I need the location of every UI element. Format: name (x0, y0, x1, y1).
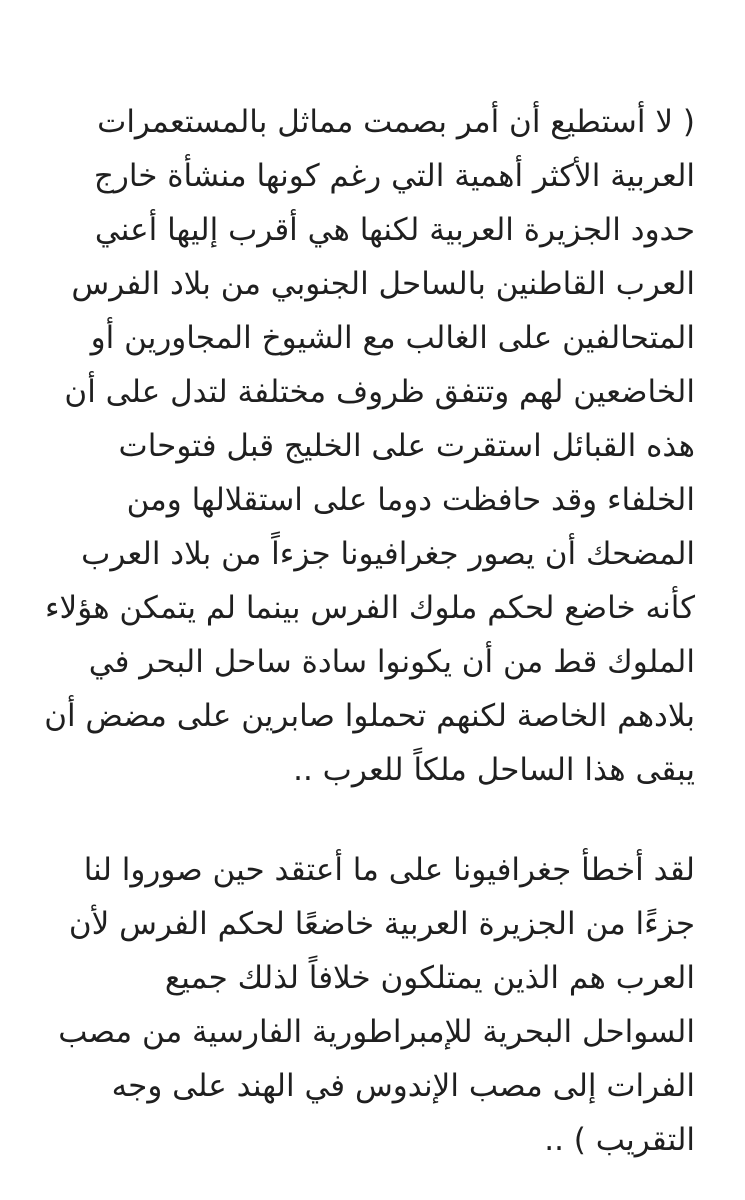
paragraph-2-line-6: التقريب ) .. (544, 1122, 695, 1158)
paragraph-1-line-2: العربية الأكثر أهمية التي رغم كونها منشأة خارج (93, 158, 695, 194)
paragraph-1-line-10: كأنه خاضع لحكم ملوك الفرس بينما لم يتمكن هؤلاء (44, 590, 695, 626)
paragraph-1-line-7: هذه القبائل استقرت على الخليج قبل فتوحات (118, 428, 695, 464)
paragraph-2-line-5: الفرات إلى مصب الإندوس في الهند على وجه (111, 1068, 695, 1104)
paragraph-1-line-4: العرب القاطنين بالساحل الجنوبي من بلاد الفرس (71, 266, 695, 302)
paragraph-2 (45, 852, 695, 1182)
paragraph-2-line-1: لقد أخطأ جغرافيونا على ما أعتقد حين صوروا لنا (83, 852, 695, 888)
paragraph-2-line-3: العرب هم الذين يمتلكون خلافاً لذلك جميع (164, 960, 695, 996)
paragraph-2-line-4: السواحل البحرية للإمبراطورية الفارسية من مصب (58, 1014, 695, 1050)
paragraph-1-line-11: الملوك قط من أن يكونوا سادة ساحل البحر في (88, 644, 695, 680)
paragraph-1-line-13: يبقى هذا الساحل ملكاً للعرب .. (293, 752, 695, 788)
paragraph-1-line-12: بلادهم الخاصة لكنهم تحملوا صابرين على مضض أن (44, 698, 695, 734)
paragraph-1-line-9: المضحك أن يصور جغرافيونا جزءاً من بلاد العرب (81, 536, 695, 572)
paragraph-1-line-8: الخلفاء وقد حافظت دوما على استقلالها ومن (126, 482, 695, 518)
paragraph-1-line-1: ( لا أستطيع أن أمر بصمت مماثل بالمستعمرات (97, 104, 695, 140)
paragraph-1-line-3: حدود الجزيرة العربية لكنها هي أقرب إليها أعني (94, 212, 695, 248)
paragraph-1-line-5: المتحالفين على الغالب مع الشيوخ المجاورين أو (90, 320, 695, 356)
paragraph-1 (45, 104, 695, 804)
paragraph-1-line-6: الخاضعين لهم وتتفق ظروف مختلفة لتدل على أن (64, 374, 695, 410)
paragraph-2-line-2: جزءًا من الجزيرة العربية خاضعًا لحكم الفرس لأن (68, 906, 695, 942)
